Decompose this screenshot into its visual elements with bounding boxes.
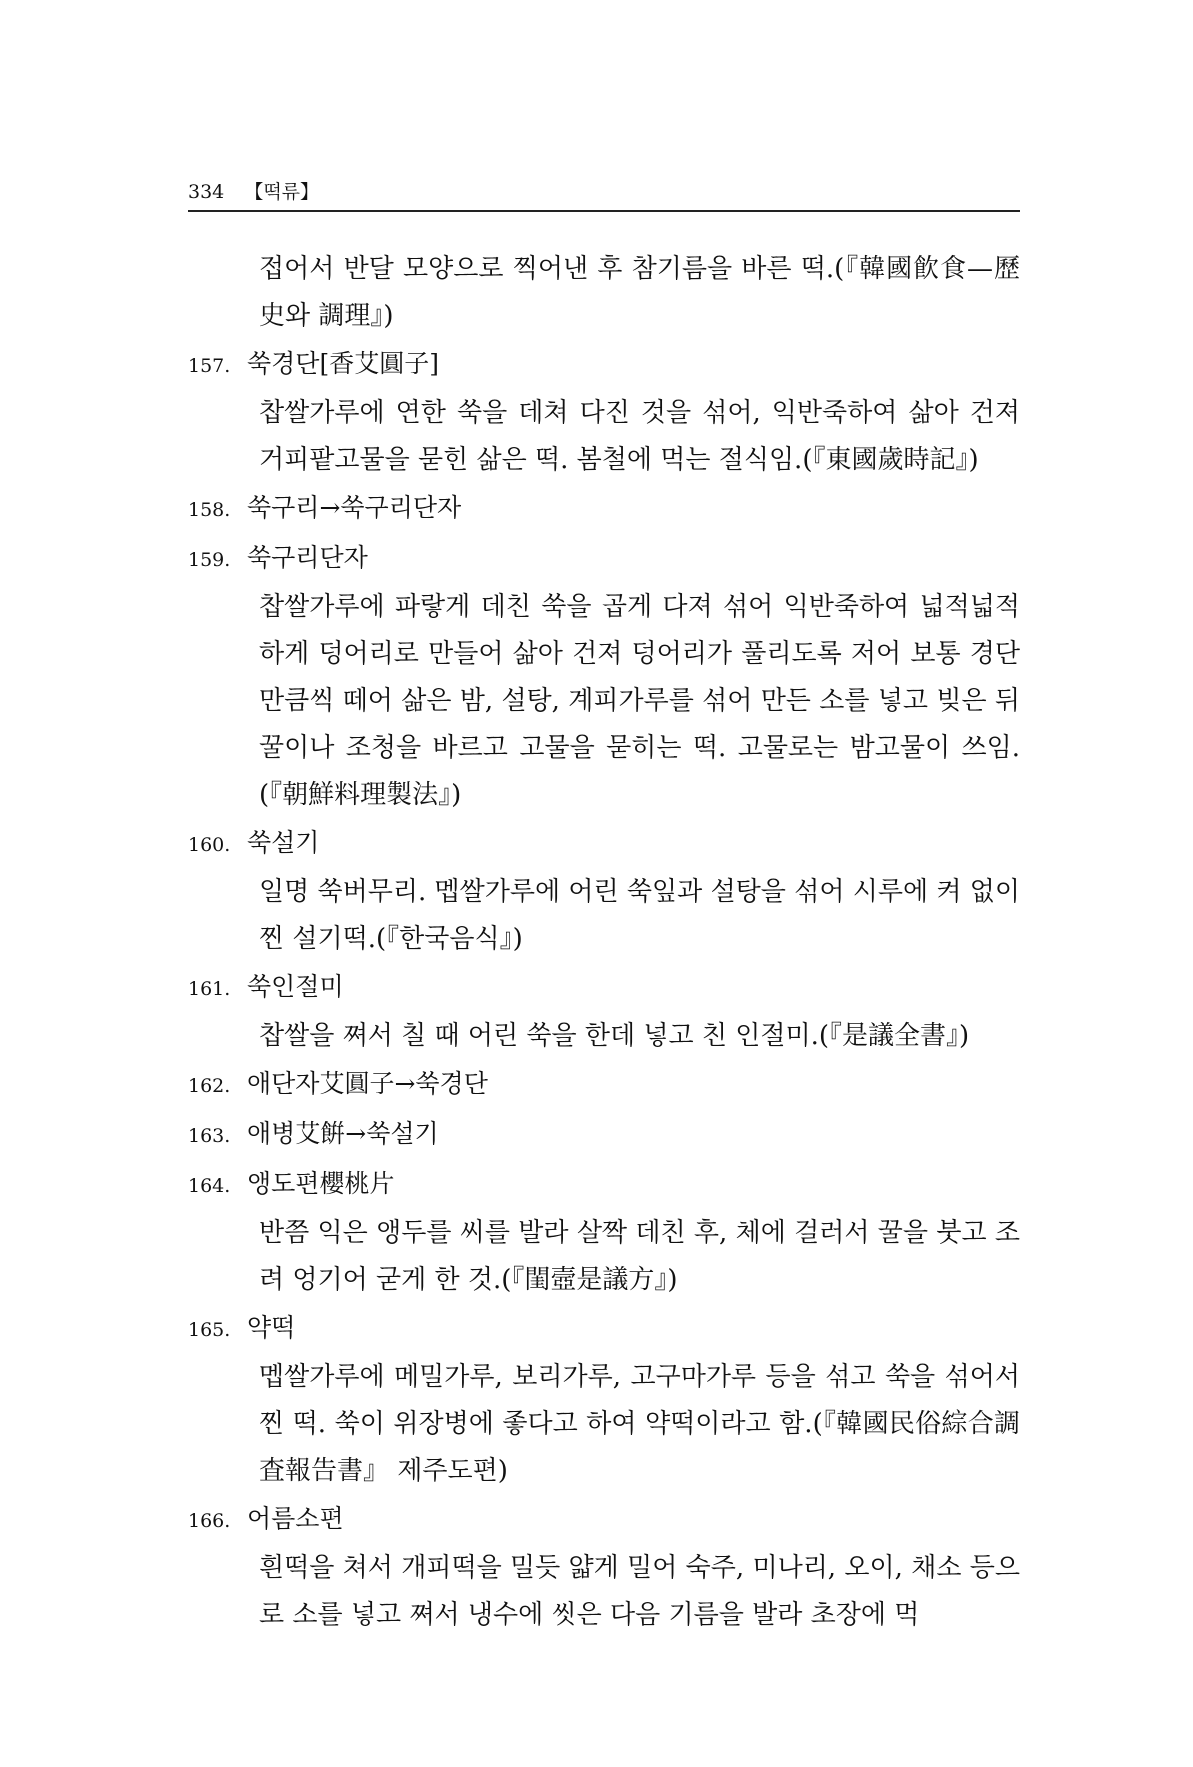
entry-body: 찹쌀을 쪄서 칠 때 어린 쑥을 한데 넣고 친 인절미.(『是議全書』) [259, 1021, 970, 1051]
page-number: 334 [188, 181, 225, 203]
entry-number: 157. [188, 355, 231, 377]
entry-title: 어름소편 [247, 1504, 344, 1533]
header-rule [188, 210, 1020, 212]
entry-title: 애병艾餠→쑥설기 [247, 1119, 439, 1148]
entry-heading [188, 963, 1020, 1013]
entry-body: 찹쌀가루에 연한 쑥을 데쳐 다진 것을 섞어, 익반죽하여 삶아 건져 거피팥고물을 묻힌 삶은 떡. 봄철에 먹는 절식임.(『東國歲時記』) [259, 398, 1020, 475]
entry-number: 158. [188, 499, 231, 521]
entry-number: 164. [188, 1175, 231, 1197]
entry-title: 쑥설기 [247, 828, 320, 857]
entry-list [188, 246, 1020, 1639]
entry-number: 160. [188, 834, 231, 856]
entry-number: 161. [188, 978, 231, 1000]
entry-title: 쑥구리단자 [247, 543, 368, 572]
entry-heading [188, 819, 1020, 869]
entry-heading [188, 340, 1020, 390]
entry-heading [188, 1110, 1020, 1160]
entry-title: 약떡 [247, 1313, 296, 1342]
section-title: 【떡류】 [244, 181, 320, 203]
entry-body: 찹쌀가루에 파랗게 데친 쑥을 곱게 다져 섞어 익반죽하여 넓적넓적하게 덩어리로 만들어 삶아 건져 덩어리가 풀리도록 저어 보통 경단만큼씩 떼어 삶은 밤, 설탕, 계피가루를 섞어 만든 소를 넣고 빚은 뒤 꿀이나 조청을 바르고 고물을 묻히는 떡. 고물로는 밤고물이 쓰임.(『朝鮮料理製法』) [259, 592, 1020, 810]
entry-body: 반쯤 익은 앵두를 씨를 발라 살짝 데친 후, 체에 걸러서 꿀을 붓고 조려 엉기어 굳게 한 것.(『閨壼是議方』) [259, 1218, 1020, 1295]
running-header [188, 172, 1020, 212]
entry-title: 쑥경단[香艾圓子] [247, 349, 439, 378]
entry-number: 165. [188, 1319, 231, 1341]
entry-heading [188, 534, 1020, 584]
entry-title: 앵도편櫻桃片 [247, 1169, 395, 1198]
entry-body: 흰떡을 쳐서 개피떡을 밀듯 얇게 밀어 숙주, 미나리, 오이, 채소 등으로 소를 넣고 쪄서 냉수에 씻은 다음 기름을 발라 초장에 먹 [259, 1553, 1020, 1630]
entry-heading [188, 1304, 1020, 1354]
entry-heading [188, 484, 1020, 534]
entry-body: 멥쌀가루에 메밀가루, 보리가루, 고구마가루 등을 섞고 쑥을 섞어서 찐 떡. 쑥이 위장병에 좋다고 하여 약떡이라고 함.(『韓國民俗綜合調査報告書』 제주도편) [259, 1362, 1020, 1486]
entry-heading [188, 1160, 1020, 1210]
entry-title: 애단자艾圓子→쑥경단 [247, 1069, 488, 1098]
entry-body-continued: 접어서 반달 모양으로 찍어낸 후 참기름을 바른 떡.(『韓國飮食—歷史와 調理』) [259, 254, 1020, 331]
entry-heading [188, 1060, 1020, 1110]
entry-title: 쑥인절미 [247, 972, 344, 1001]
entry-number: 162. [188, 1075, 231, 1097]
entry-number: 163. [188, 1125, 231, 1147]
entry-heading [188, 1495, 1020, 1545]
entry-body: 일명 쑥버무리. 멥쌀가루에 어린 쑥잎과 설탕을 섞어 시루에 켜 없이 찐 설기떡.(『한국음식』) [259, 877, 1020, 954]
entry-number: 159. [188, 549, 231, 571]
entry-title: 쑥구리→쑥구리단자 [247, 493, 462, 522]
entry-number: 166. [188, 1510, 231, 1532]
